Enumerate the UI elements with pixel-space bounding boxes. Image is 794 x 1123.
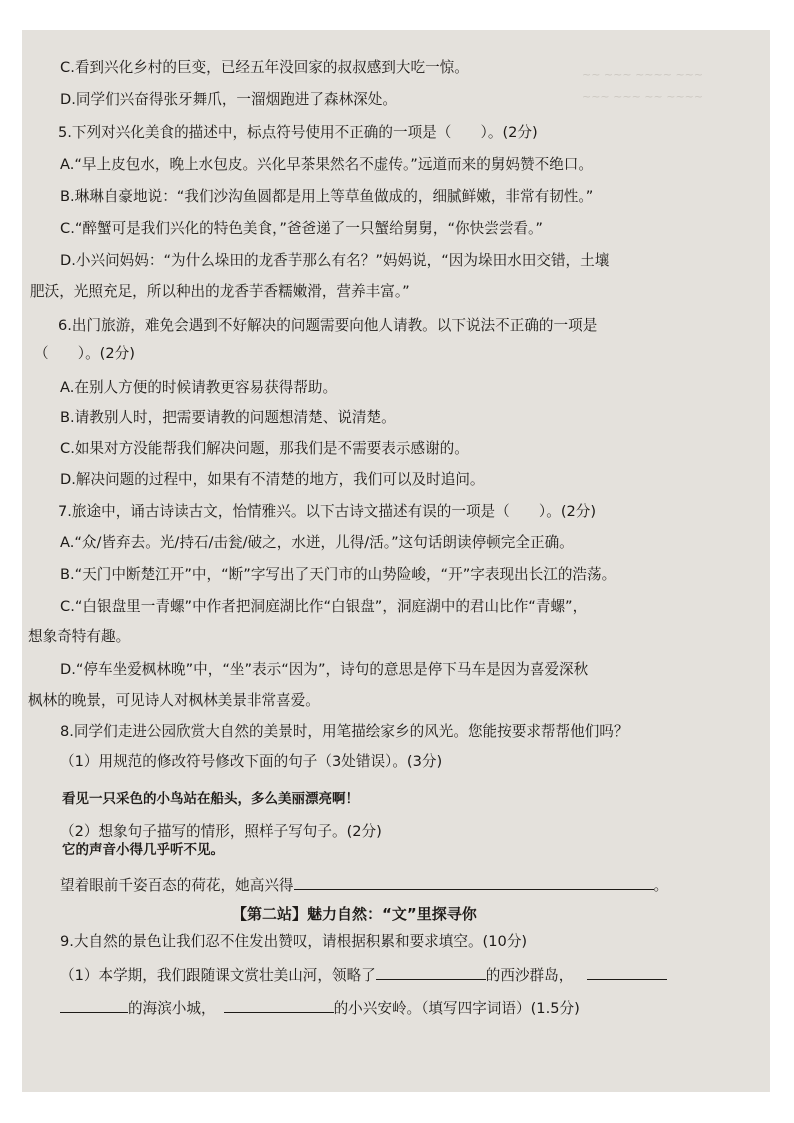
option-7d-cont: 枫林的晚景，可见诗人对枫林美景非常喜爱。 bbox=[28, 692, 320, 709]
sentence-prompt bbox=[60, 875, 668, 896]
question-9-1-text-2: 的海滨小城， bbox=[128, 1000, 216, 1017]
option-5b: B.琳琳自豪地说：“我们沙沟鱼圆都是用上等草鱼做成的，细腻鲜嫩，非常有韧性。” bbox=[60, 188, 594, 205]
question-5: 5.下列对兴化美食的描述中，标点符号使用不正确的一项是（ ）。(2分) bbox=[58, 124, 538, 141]
question-6: 6.出门旅游，难免会遇到不好解决的问题需要向他人请教。以下说法不正确的一项是 bbox=[58, 317, 598, 334]
question-8-2: （2）想象句子描写的情形，照样子写句子。(2分) bbox=[60, 823, 382, 840]
handwritten-sentence-2: 它的声音小得几乎听不见。 bbox=[62, 842, 224, 858]
option-5c: C.“醉蟹可是我们兴化的特色美食，”爸爸递了一只蟹给舅舅，“你快尝尝看。” bbox=[60, 220, 543, 237]
option-7c: C.“白银盘里一青螺”中作者把洞庭湖比作“白银盘”，洞庭湖中的君山比作“青螺”， bbox=[60, 598, 588, 615]
option-7b: B.“天门中断楚江开”中，“断”字写出了天门市的山势险峻，“开”字表现出长江的浩荡。 bbox=[60, 566, 617, 583]
question-9-1-cont bbox=[60, 998, 580, 1019]
section-title-bracket: 【第二站】 bbox=[232, 905, 308, 923]
option-6c: C.如果对方没能帮我们解决问题，那我们是不需要表示感谢的。 bbox=[60, 440, 469, 457]
answer-blank[interactable] bbox=[294, 875, 654, 890]
question-9-1-mid: 的西沙群岛， bbox=[485, 967, 574, 984]
bleed-through-text: ~~~ ~~~ ~~ ~~~~ bbox=[582, 90, 704, 103]
option-5a: A.“早上皮包水，晚上水包皮。兴化早茶果然名不虚传。”远道而来的舅妈赞不绝口。 bbox=[60, 156, 593, 173]
section-title bbox=[232, 904, 477, 924]
option-7d: D.“停车坐爱枫林晚”中，“坐”表示“因为”，诗句的意思是停下马车是因为喜爱深秋 bbox=[60, 661, 589, 678]
question-8-1: （1）用规范的修改符号修改下面的句子（3处错误）。(3分) bbox=[60, 753, 443, 770]
option-5c-prev: C.看到兴化乡村的巨变，已经五年没回家的叔叔感到大吃一惊。 bbox=[60, 59, 469, 76]
answer-blank[interactable] bbox=[376, 965, 486, 980]
handwritten-sentence-1: 看见一只采色的小鸟站在船头，多么美丽漂亮啊！ bbox=[62, 791, 359, 807]
answer-blank[interactable] bbox=[587, 965, 667, 980]
question-9-1-text-3: 的小兴安岭。（填写四字词语）(1.5分) bbox=[333, 1000, 580, 1017]
answer-blank[interactable] bbox=[224, 998, 334, 1013]
bleed-through-text: ~~ ~~~ ~~~~ ~~~ bbox=[582, 68, 704, 81]
option-6b: B.请教别人时，把需要请教的问题想清楚、说清楚。 bbox=[60, 409, 396, 426]
question-9-1 bbox=[60, 965, 667, 986]
option-7c-cont: 想象奇特有趣。 bbox=[28, 628, 131, 645]
question-8: 8.同学们走进公园欣赏大自然的美景时，用笔描绘家乡的风光。您能按要求帮帮他们吗？ bbox=[60, 723, 629, 740]
question-9: 9.大自然的景色让我们忍不住发出赞叹，请根据积累和要求填空。(10分) bbox=[60, 933, 528, 950]
sentence-prompt-text: 望着眼前千姿百态的荷花，她高兴得 bbox=[60, 877, 294, 894]
question-9-1-text: （1）本学期，我们跟随课文赏壮美山河，领略了 bbox=[60, 967, 376, 984]
option-5d-cont: 肥沃，光照充足，所以种出的龙香芋香糯嫩滑，营养丰富。” bbox=[30, 283, 410, 300]
sentence-end-period: 。 bbox=[653, 877, 669, 894]
option-6d: D.解决问题的过程中，如果有不清楚的地方，我们可以及时追问。 bbox=[60, 471, 485, 488]
section-title-text: 魅力自然：“文”里探寻你 bbox=[307, 905, 477, 923]
option-5d-prev: D.同学们兴奋得张牙舞爪，一溜烟跑进了森林深处。 bbox=[60, 91, 397, 108]
answer-blank[interactable] bbox=[60, 998, 128, 1013]
option-7a: A.“众/皆弃去。光/持石/击瓮/破之，水迸，儿得/活。”这句话朗读停顿完全正确。 bbox=[60, 534, 574, 551]
question-7: 7.旅途中，诵古诗读古文，怡情雅兴。以下古诗文描述有误的一项是（ ）。(2分) bbox=[58, 503, 597, 520]
option-5d: D.小兴问妈妈：“为什么垛田的龙香芋那么有名？”妈妈说，“因为垛田水田交错，土壤 bbox=[60, 252, 610, 269]
document-photo bbox=[22, 30, 770, 1092]
option-6a: A.在别人方便的时候请教更容易获得帮助。 bbox=[60, 379, 338, 396]
question-6-cont: （ ）。(2分) bbox=[34, 345, 135, 362]
